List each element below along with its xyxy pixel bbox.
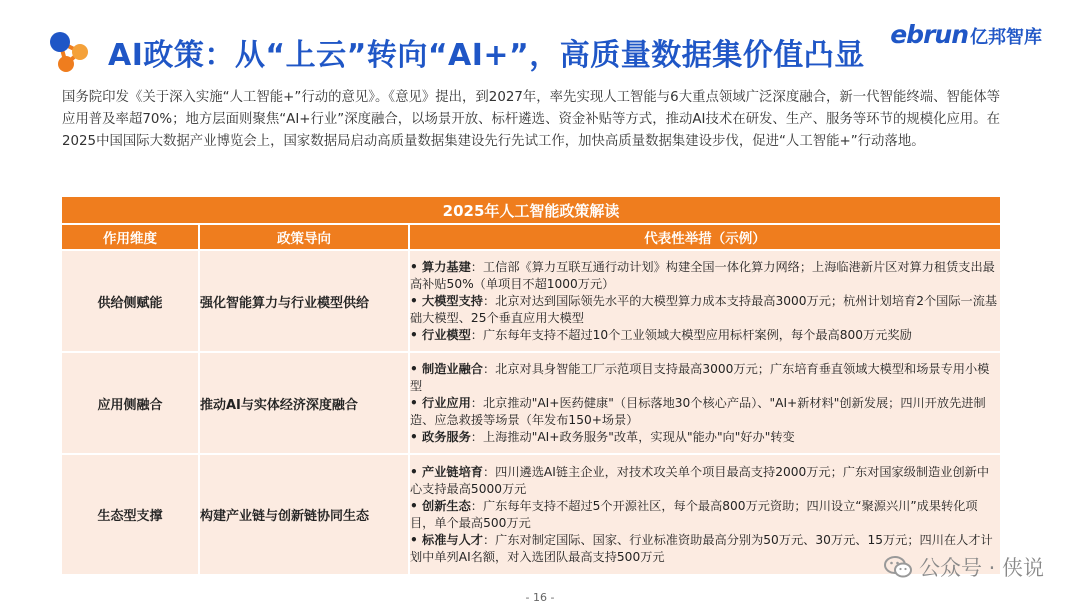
measure-item: • 算力基建：工信部《算力互联互通行动计划》构建全国一体化算力网络；上海临港新片区对算力租赁支出最高补贴50%（单项目不超1000万元） (410, 259, 995, 291)
column-header-dimension: 作用维度 (62, 224, 199, 250)
measure-label: 行业应用 (422, 395, 471, 410)
measure-item: • 行业应用：北京推动"AI+医药健康"（目标落地30个核心产品）、"AI+新材料"创新发展；四川开放先进制造、应急救援等场景（年发布150+场景） (410, 395, 986, 427)
measure-label: 行业模型 (422, 327, 471, 342)
table-row (62, 250, 1000, 352)
measure-label: 产业链培育 (422, 464, 483, 479)
measure-label: 标准与人才 (422, 532, 483, 547)
measure-label: 大模型支持 (422, 293, 483, 308)
measure-label: 算力基建 (422, 259, 471, 274)
row-measures (409, 352, 1000, 454)
measure-item: • 行业模型：广东每年支持不超过10个工业领域大模型应用标杆案例，每个最高800万元奖励 (410, 327, 912, 342)
watermark-text: 公众号 · 侠说 (918, 556, 1044, 580)
table-row (62, 352, 1000, 454)
measure-item: • 大模型支持：北京对达到国际领先水平的大模型算力成本支持最高3000万元；杭州计划培育2个国际一流基础大模型、25个垂直应用大模型 (410, 293, 998, 325)
column-header-measures: 代表性举措（示例） (409, 224, 1000, 250)
wechat-icon (883, 555, 913, 579)
row-direction: 构建产业链与创新链协同生态 (199, 454, 409, 574)
measure-text: ：广东每年支持不超过10个工业领域大模型应用标杆案例，每个最高800万元奖励 (470, 327, 912, 342)
page-number: - 16 - (525, 591, 555, 604)
row-dimension: 供给侧赋能 (62, 250, 199, 352)
measure-item: • 制造业融合：北京对具身智能工厂示范项目支持最高3000万元；广东培育垂直领域大模型和场景专用小模型 (410, 361, 990, 393)
column-header-direction: 政策导向 (199, 224, 409, 250)
brand-logo-cn: 亿邦智库 (970, 27, 1042, 48)
measure-text: ：北京对具身智能工厂示范项目支持最高3000万元；广东培育垂直领域大模型和场景专用小模型 (410, 361, 990, 393)
measure-text: ：北京推动"AI+医药健康"（目标落地30个核心产品）、"AI+新材料"创新发展；四川开放先进制造、应急救援等场景（年发布150+场景） (410, 395, 986, 427)
table-caption: 2025年人工智能政策解读 (62, 197, 1000, 224)
row-direction: 强化智能算力与行业模型供给 (199, 250, 409, 352)
measure-label: 制造业融合 (422, 361, 483, 376)
row-direction: 推动AI与实体经济深度融合 (199, 352, 409, 454)
brand-logo (890, 20, 1042, 49)
network-nodes-icon (46, 28, 94, 76)
measure-item: • 政务服务：上海推动"AI+政务服务"改革，实现从"能办"向"好办"转变 (410, 429, 795, 444)
measure-text: ：四川遴选AI链主企业，对技术攻关单个项目最高支持2000万元；广东对国家级制造业创新中心支持最高5000万元 (410, 464, 990, 496)
measure-label: 政务服务 (422, 429, 471, 444)
page-title: AI政策：从“上云”转向“AI+”，高质量数据集价值凸显 (108, 38, 865, 73)
row-measures (409, 250, 1000, 352)
policy-table (62, 197, 1000, 574)
row-dimension: 生态型支撑 (62, 454, 199, 574)
brand-logo-en: ebrun (890, 20, 968, 49)
measure-text: ：工信部《算力互联互通行动计划》构建全国一体化算力网络；上海临港新片区对算力租赁支出最高补贴50%（单项目不超1000万元） (410, 259, 995, 291)
measure-item: • 产业链培育：四川遴选AI链主企业，对技术攻关单个项目最高支持2000万元；广东对国家级制造业创新中心支持最高5000万元 (410, 464, 990, 496)
measure-item: • 标准与人才：广东对制定国际、国家、行业标准资助最高分别为50万元、30万元、15万元；四川在人才计划中单列AI名额，对入选团队最高支持500万元 (410, 532, 993, 564)
measure-text: ：北京对达到国际领先水平的大模型算力成本支持最高3000万元；杭州计划培育2个国际一流基础大模型、25个垂直应用大模型 (410, 293, 998, 325)
measure-item: • 创新生态：广东每年支持不超过5个开源社区，每个最高800万元资助；四川设立“聚源兴川”成果转化项目，单个最高500万元 (410, 498, 978, 530)
watermark (883, 552, 1044, 582)
measure-text: ：广东对制定国际、国家、行业标准资助最高分别为50万元、30万元、15万元；四川在人才计划中单列AI名额，对入选团队最高支持500万元 (410, 532, 993, 564)
measure-text: ：广东每年支持不超过5个开源社区，每个最高800万元资助；四川设立“聚源兴川”成果转化项目，单个最高500万元 (410, 498, 978, 530)
row-dimension: 应用侧融合 (62, 352, 199, 454)
table-row (62, 454, 1000, 574)
measure-text: ：上海推动"AI+政务服务"改革，实现从"能办"向"好办"转变 (470, 429, 795, 444)
measure-label: 创新生态 (422, 498, 471, 513)
intro-paragraph: 国务院印发《关于深入实施“人工智能+”行动的意见》。《意见》提出，到2027年，率先实现人工智能与6大重点领域广泛深度融合，新一代智能终端、智能体等应用普及率超70%；地方层面则聚焦“AI+行业”深度融合，以场景开放、标杆遴选、资金补贴等方式，推动AI技术在研发、生产、服务等环节的规模化应用。在2025中国国际大数据产业博览会上，国家数据局启动高质量数据集建设先行先试工作，加快高质量数据集建设步伐，促进“人工智能+”行动落地。 (62, 90, 1001, 149)
